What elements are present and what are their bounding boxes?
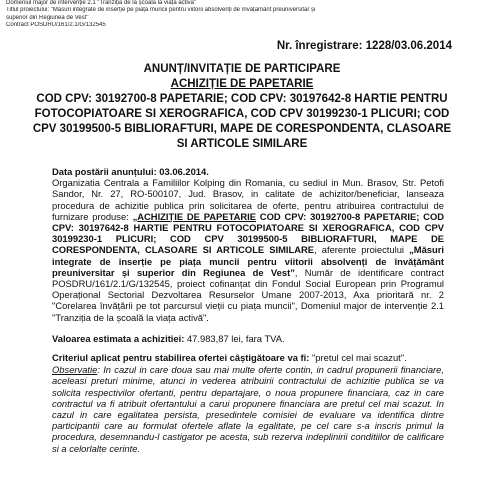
page-subtitle: ACHIZIȚIE DE PAPETARIE — [170, 78, 314, 90]
announcement-titles — [26, 62, 458, 152]
aferente-text: , aferente proiectului — [314, 244, 410, 256]
product-name: ACHIZIȚIE DE PAPETARIE — [137, 210, 256, 222]
observation-text: : In cazul in care doua sau mai multe oferte contin, in cadrul propunerii financiare, aceleasi preturi minime, atunci in vederea atribuirii contractului de achizitie publica se va solicita respectivilor ofertanti, pentru departajare, o noua propunere financiara, caz in care contractul va fi atribuit ofertantului a carui propunere financiara are pretul cel mai scazut. In cazul in care egalitatea persista, presedintele comisiei de evaluare va identifica dintre participantii care au formulat ofertele aflate la egalitate, pe cel care s-a inscris primul la procedura, desemnandu-l castigator pe acesta, sub rezerva indeplinirii conditiilor de calificare si a celorlalte cerinte. — [52, 364, 444, 454]
header-line: superior din Regiunea de Vest" — [6, 14, 89, 21]
cpv-codes-inline: COD CPV: 30192700-8 PAPETARIE; COD CPV: 30197642-8 HARTIE PENTRU FOTOCOPIATOARE SI XEROGRAFICA, COD CPV 30199230-1 PLICURI; COD CPV 30199500-5 BIBLIORAFTURI, MAPE DE CORESPONDENTA, CLASOARE SI ARTICOLE SIMILARE — [52, 210, 445, 256]
header-line: Titlul proiectului: "Măsuri integrate de inserție pe piața muncii pentru viitorii absolvenți de învățământ preuniversitar și — [6, 7, 316, 14]
award-criteria — [52, 352, 444, 363]
criteria-label: Criteriul aplicat pentru stabilirea ofertei câștigătoare va fi: — [52, 352, 312, 364]
project-name: „Măsuri integrate de inserție pe piața muncii pentru viitorii absolvenți de învățământ preuniversitar și superior din Regiunea de Vest” — [52, 244, 444, 278]
registration-number: Nr. înregistrare: 1228/03.06.2014 — [276, 40, 452, 52]
observation-paragraph — [52, 364, 444, 454]
posting-date: Data postării anunțului: 03.06.2014. — [52, 166, 209, 177]
page-title: ANUNȚ/INVITAȚIE DE PARTICIPARE — [143, 63, 341, 75]
project-header — [6, 0, 346, 30]
main-paragraph — [52, 177, 444, 323]
announcement-body — [52, 166, 444, 454]
value-label: Valoarea estimata a achizitiei: — [52, 332, 185, 344]
criteria-value: "pretul cel mai scazut". — [311, 352, 407, 364]
value-amount: 47.983,87 lei, fara TVA. — [184, 332, 285, 344]
observation-label: Observatie — [52, 364, 98, 376]
open-quote: „ — [132, 210, 138, 222]
estimated-value — [52, 333, 444, 344]
header-line: Contract POSDRU/161/2.1/G/132545 — [6, 22, 106, 29]
cpv-heading: COD CPV: 30192700-8 PAPETARIE; COD CPV: 30197642-8 HARTIE PENTRU FOTOCOPIATOARE SI XEROGRAFICA, COD CPV 30199230-1 PLICURI; COD CPV 30199500-5 BIBLIORAFTURI, MAPE DE CORESPONDENTA, CLASOARE SI ARTICOLE SIMILARE — [32, 93, 452, 150]
intro-text: Organizatia Centrala a Familiilor Kolping din Romania, cu sediul in Mun. Brasov, Str. Petofi Sandor, Nr. 27, RO-500107, Jud. Brasov, in calitate de achizitor/beneficiar, lanseaza procedura de achizitie publica prin solicitarea de oferte, pentru atribuirea contractului de furnizare produse: — [52, 177, 444, 222]
header-line: Domeniul major de intervenție 2.1 "Tranziția de la școală la viața activă" — [6, 0, 197, 6]
contract-details: , Număr de identificare contract POSDRU/161/2.1/G/132545, proiect cofinanțat din Fondul Social European prin Programul Operațional Sectorial Dezvoltarea Resurselor Umane 2007-2013, Axa prioritară nr. 2 "Corelarea învățării pe tot parcursul vieții cu piața muncii", Domeniul major de intervenție 2.1 "Tranziția de la școală la viața activă". — [52, 266, 444, 323]
